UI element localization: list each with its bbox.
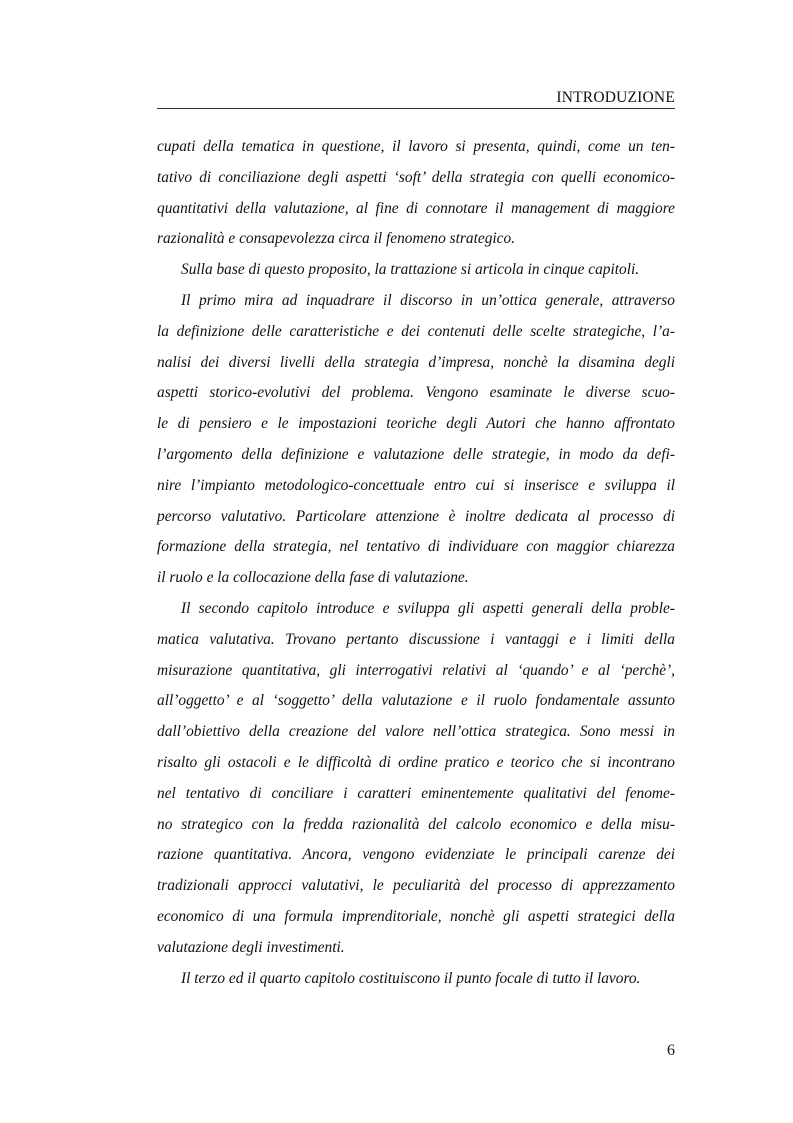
text-line: il ruolo e la collocazione della fase di valutazione.: [157, 569, 469, 587]
text-line: l’argomento della definizione e valutazione delle strategie, in modo da defi-: [157, 445, 675, 463]
text-line: valutazione degli investimenti.: [157, 938, 345, 956]
text-line: razionalità e consapevolezza circa il fenomeno strategico.: [157, 230, 516, 248]
text-line: all’oggetto’ e al ‘soggetto’ della valutazione e il ruolo fondamentale assunto: [157, 692, 675, 710]
text-line: tativo di conciliazione degli aspetti ‘soft’ della strategia con quelli economico-: [157, 168, 675, 186]
body-text: [157, 132, 675, 994]
running-title: INTRODUZIONE: [556, 89, 675, 106]
text-line: le di pensiero e le impostazioni teoriche degli Autori che hanno affrontato: [157, 415, 675, 433]
paragraph-start-line: Il primo mira ad inquadrare il discorso in un’ottica generale, attraverso: [181, 291, 675, 309]
text-line: nalisi dei diversi livelli della strategia d’impresa, nonchè la disamina degli: [157, 353, 675, 371]
text-line: misurazione quantitativa, gli interrogativi relativi al ‘quando’ e al ‘perchè’,: [157, 661, 675, 679]
paragraph-start-line: Sulla base di questo proposito, la trattazione si articola in cinque capitoli.: [181, 261, 640, 279]
text-line: risalto gli ostacoli e le difficoltà di ordine pratico e teorico che si incontrano: [157, 753, 675, 771]
text-line: dall’obiettivo della creazione del valore nell’ottica strategica. Sono messi in: [157, 723, 675, 741]
text-line: nire l’impianto metodologico-concettuale entro cui si inserisce e sviluppa il: [157, 476, 675, 494]
text-line: no strategico con la fredda razionalità del calcolo economico e della misu-: [157, 815, 675, 833]
text-line: la definizione delle caratteristiche e dei contenuti delle scelte strategiche, l’a-: [157, 322, 675, 340]
page-number: 6: [667, 1042, 675, 1059]
text-line: percorso valutativo. Particolare attenzione è inoltre dedicata al processo di: [157, 507, 675, 525]
text-line: aspetti storico-evolutivi del problema. Vengono esaminate le diverse scuo-: [157, 384, 675, 402]
text-line: economico di una formula imprenditoriale, nonchè gli aspetti strategici della: [157, 907, 675, 925]
text-line: nel tentativo di conciliare i caratteri eminentemente qualitativi del fenome-: [157, 784, 675, 802]
text-line: tradizionali approcci valutativi, le peculiarità del processo di apprezzamento: [157, 877, 675, 895]
text-line: matica valutativa. Trovano pertanto discussione i vantaggi e i limiti della: [157, 630, 675, 648]
running-header: [157, 88, 675, 109]
text-line: razione quantitativa. Ancora, vengono evidenziate le principali carenze dei: [157, 846, 675, 864]
text-line: formazione della strategia, nel tentativo di individuare con maggior chiarezza: [157, 538, 675, 556]
paragraph-start-line: Il terzo ed il quarto capitolo costituiscono il punto focale di tutto il lavoro.: [181, 969, 641, 987]
text-line: quantitativi della valutazione, al fine di connotare il management di maggiore: [157, 199, 675, 217]
text-line: cupati della tematica in questione, il lavoro si presenta, quindi, come un ten-: [157, 138, 675, 155]
paragraph-start-line: Il secondo capitolo introduce e sviluppa gli aspetti generali della proble-: [181, 599, 675, 617]
